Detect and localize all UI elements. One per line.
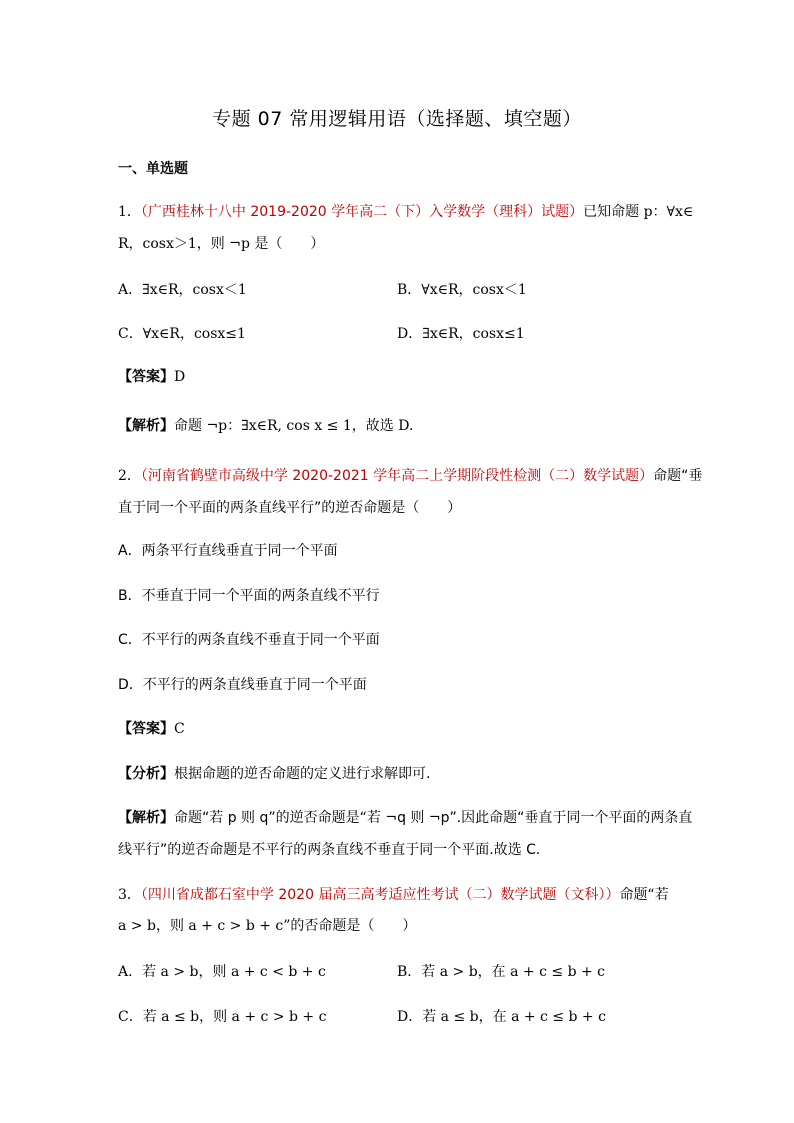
q2-option-d: D．不平行的两条直线垂直于同一个平面 (118, 677, 367, 693)
q1-answer (118, 368, 185, 386)
q1-source: （广西桂林十八中 2019-2020 学年高二（下）入学数学（理科）试题） (140, 204, 584, 220)
q2-option-b: B．不垂直于同一个平面的两条直线不平行 (118, 588, 380, 604)
q2-answer-value: C (174, 721, 185, 737)
q1-number: 1． (118, 204, 141, 220)
q3-stem-line2: a > b，则 a + c > b + c”的否命题是（ ） (118, 918, 417, 934)
q1-stem-text: 已知命题 p：∀x∈ (583, 204, 694, 220)
q3-number: 3． (118, 887, 141, 903)
q3-option-d: D．若 a ≤ b，在 a + c ≤ b + c (397, 1009, 606, 1025)
q1-answer-label: 【答案】 (118, 369, 174, 385)
q2-analysis-label: 【解析】 (118, 810, 174, 826)
q1-option-a: A．∃x∈R，cosx＜1 (118, 282, 247, 298)
q2-option-c: C．不平行的两条直线不垂直于同一个平面 (118, 632, 380, 648)
q2-stem-text: 命题“垂 (653, 468, 703, 484)
q2-stem-line1 (118, 467, 702, 485)
q1-analysis (118, 417, 413, 435)
q2-source: （河南省鹤壁市高级中学 2020-2021 学年高二上学期阶段性检测（二）数学试题） (140, 468, 654, 484)
q3-stem-text: 命题“若 (619, 887, 669, 903)
q2-stem-line2: 直于同一个平面的两条直线平行”的逆否命题是（ ） (118, 500, 462, 516)
q1-analysis-label: 【解析】 (118, 418, 174, 434)
q3-option-c: C．若 a ≤ b，则 a + c > b + c (118, 1009, 327, 1025)
q1-option-d: D．∃x∈R，cosx≤1 (397, 326, 525, 342)
q2-answer (118, 720, 185, 738)
q1-answer-value: D (174, 369, 186, 385)
q1-option-b: B．∀x∈R，cosx＜1 (397, 282, 527, 298)
q2-fenxi (118, 765, 430, 783)
q2-number: 2． (118, 468, 141, 484)
q3-source: （四川省成都石室中学 2020 届高三高考适应性考试（二）数学试题（文科）） (140, 887, 620, 903)
q2-fenxi-text: 根据命题的逆否命题的定义进行求解即可. (174, 766, 431, 782)
q3-option-a: A．若 a > b，则 a + c < b + c (118, 964, 326, 980)
q1-analysis-text: 命题 ¬p：∃x∈R, cos x ≤ 1，故选 D. (174, 418, 414, 434)
document-title: 专题 07 常用逻辑用语（选择题、填空题） (212, 108, 582, 130)
q2-analysis-text: 命题“若 p 则 q”的逆否命题是“若 ¬q 则 ¬p”.因此命题“垂直于同一个平面的两条直 (174, 810, 693, 826)
section-heading: 一、单选题 (118, 161, 188, 177)
q1-option-c: C．∀x∈R，cosx≤1 (118, 326, 246, 342)
q2-analysis-line2: 线平行”的逆否命题是不平行的两条直线不垂直于同一个平面.故选 C. (118, 842, 541, 858)
q1-stem-line2: R，cosx＞1，则 ¬p 是（ ） (118, 236, 325, 252)
q2-option-a: A．两条平行直线垂直于同一个平面 (118, 543, 338, 559)
q2-fenxi-label: 【分析】 (118, 766, 174, 782)
q2-analysis-line1 (118, 809, 692, 827)
q3-option-b: B．若 a > b，在 a + c ≤ b + c (397, 964, 606, 980)
q3-stem-line1 (118, 886, 669, 904)
q1-stem-line1 (118, 203, 693, 221)
q2-answer-label: 【答案】 (118, 721, 174, 737)
